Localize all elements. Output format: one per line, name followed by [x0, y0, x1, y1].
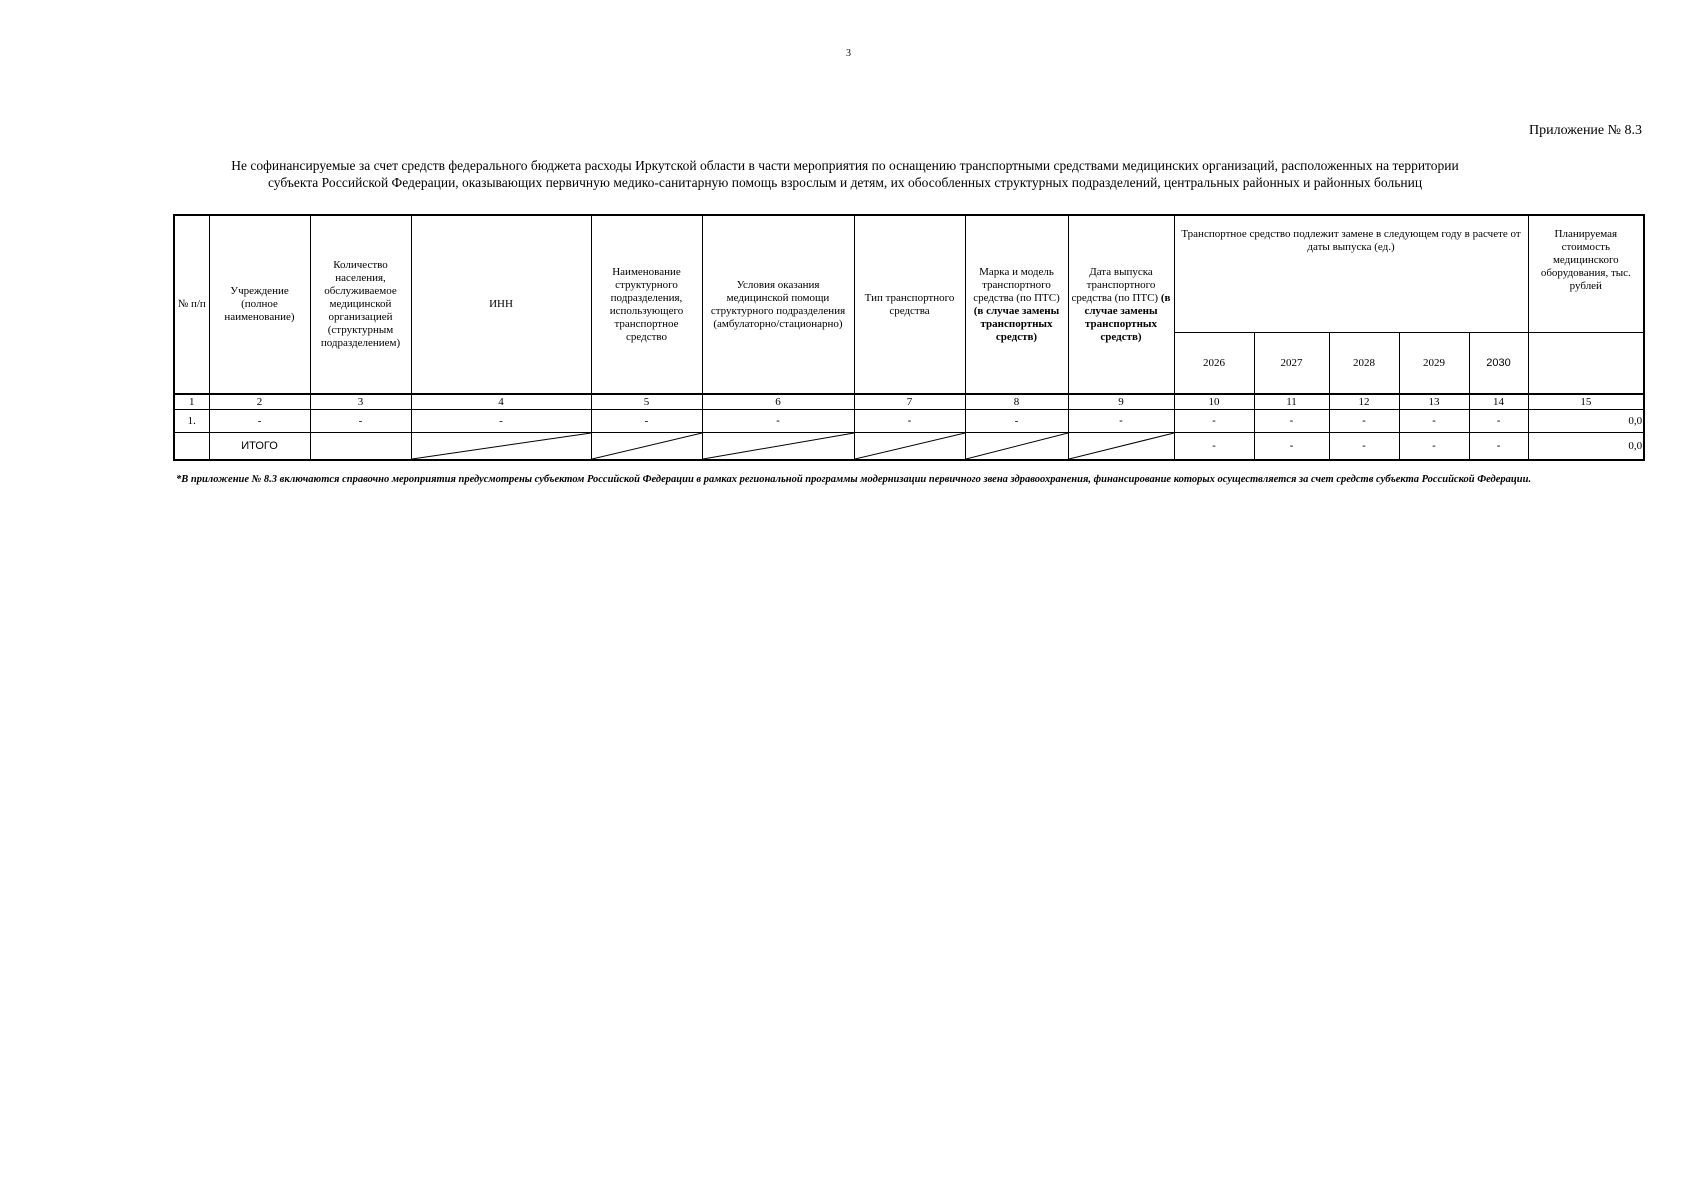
row-num: 1. — [174, 410, 209, 433]
column-number-row — [174, 394, 1644, 410]
column-number: 11 — [1254, 394, 1329, 410]
total-inn-slash — [411, 433, 591, 461]
total-cost: 0,0 — [1528, 433, 1644, 461]
total-year-2029: - — [1399, 433, 1469, 461]
header-brand — [965, 215, 1068, 394]
title-line-1: Не софинансируемые за счет средств федерального бюджета расходы Иркутской области в части мероприятия по оснащению транспортными средствами медицинских организаций, расположенных на территории — [231, 158, 1459, 173]
header-year-2030: 2030 — [1469, 333, 1528, 395]
column-number: 6 — [702, 394, 854, 410]
total-year-2027: - — [1254, 433, 1329, 461]
row-year-2030: - — [1469, 410, 1528, 433]
total-num-empty — [174, 433, 209, 461]
column-number: 3 — [310, 394, 411, 410]
table-row — [174, 410, 1644, 433]
column-number: 8 — [965, 394, 1068, 410]
header-cost: Планируемая стоимость медицинского оборудования, тыс. рублей — [1528, 215, 1644, 333]
header-conditions: Условия оказания медицинской помощи структурного подразделения (амбулаторно/стационарно) — [702, 215, 854, 394]
total-vehicle-type-slash — [854, 433, 965, 461]
row-cost: 0,0 — [1528, 410, 1644, 433]
column-number: 12 — [1329, 394, 1399, 410]
page-number: 3 — [846, 48, 851, 59]
row-subdivision: - — [591, 410, 702, 433]
total-brand-slash — [965, 433, 1068, 461]
header-num: № п/п — [174, 215, 209, 394]
header-brand-normal: Марка и модель транспортного средства (по ПТС) — [973, 265, 1060, 304]
header-subdivision: Наименование структурного подразделения, использующего транспортное средство — [591, 215, 702, 394]
row-inn: - — [411, 410, 591, 433]
appendix-label: Приложение № 8.3 — [1529, 123, 1642, 138]
column-number: 2 — [209, 394, 310, 410]
row-year-2026: - — [1174, 410, 1254, 433]
total-release-slash — [1068, 433, 1174, 461]
row-year-2027: - — [1254, 410, 1329, 433]
header-brand-bold: (в случае замены транспортных средств) — [973, 304, 1060, 343]
header-institution: Учреждение (полное наименование) — [209, 215, 310, 394]
column-number: 9 — [1068, 394, 1174, 410]
total-year-2028: - — [1329, 433, 1399, 461]
column-number: 14 — [1469, 394, 1528, 410]
title-line-2: субъекта Российской Федерации, оказывающих первичную медико-санитарную помощь взрослым и детям, их обособленных структурных подразделений, центральных районных и районных больниц — [267, 175, 1423, 190]
footnote: *В приложение № 8.3 включаются справочно мероприятия предусмотрены субъектом Российской Федерации в рамках региональной программы модернизации первичного звена здравоохранения, финансирование которых осуществляется за счет средств субъекта Российской Федерации. — [176, 474, 1532, 485]
column-number: 1 — [174, 394, 209, 410]
total-label: ИТОГО — [209, 433, 310, 461]
column-number: 7 — [854, 394, 965, 410]
header-year-2029: 2029 — [1399, 333, 1469, 395]
total-conditions-slash — [702, 433, 854, 461]
header-inn: ИНН — [411, 215, 591, 394]
total-year-2030: - — [1469, 433, 1528, 461]
data-table — [173, 214, 1645, 461]
header-year-2027: 2027 — [1254, 333, 1329, 395]
document-title — [150, 157, 1540, 191]
header-population: Количество населения, обслуживаемое медицинской организацией (структурным подразделением) — [310, 215, 411, 394]
total-year-2026: - — [1174, 433, 1254, 461]
row-release: - — [1068, 410, 1174, 433]
total-row — [174, 433, 1644, 461]
header-cost-empty — [1528, 333, 1644, 395]
column-number: 15 — [1528, 394, 1644, 410]
column-number: 5 — [591, 394, 702, 410]
header-release-bold: (в случае замены транспортных средств) — [1084, 291, 1171, 343]
header-release-normal: Дата выпуска транспортного средства (по ПТС) — [1071, 265, 1159, 304]
header-year-2026: 2026 — [1174, 333, 1254, 395]
row-vehicle-type: - — [854, 410, 965, 433]
column-number: 4 — [411, 394, 591, 410]
row-conditions: - — [702, 410, 854, 433]
header-release — [1068, 215, 1174, 394]
column-number: 13 — [1399, 394, 1469, 410]
column-number: 10 — [1174, 394, 1254, 410]
row-population: - — [310, 410, 411, 433]
row-institution: - — [209, 410, 310, 433]
header-year-2028: 2028 — [1329, 333, 1399, 395]
total-subdivision-slash — [591, 433, 702, 461]
row-brand: - — [965, 410, 1068, 433]
row-year-2029: - — [1399, 410, 1469, 433]
header-replacement-group: Транспортное средство подлежит замене в следующем году в расчете от даты выпуска (ед.) — [1174, 215, 1528, 333]
row-year-2028: - — [1329, 410, 1399, 433]
total-population-empty — [310, 433, 411, 461]
header-vehicle-type: Тип транспортного средства — [854, 215, 965, 394]
